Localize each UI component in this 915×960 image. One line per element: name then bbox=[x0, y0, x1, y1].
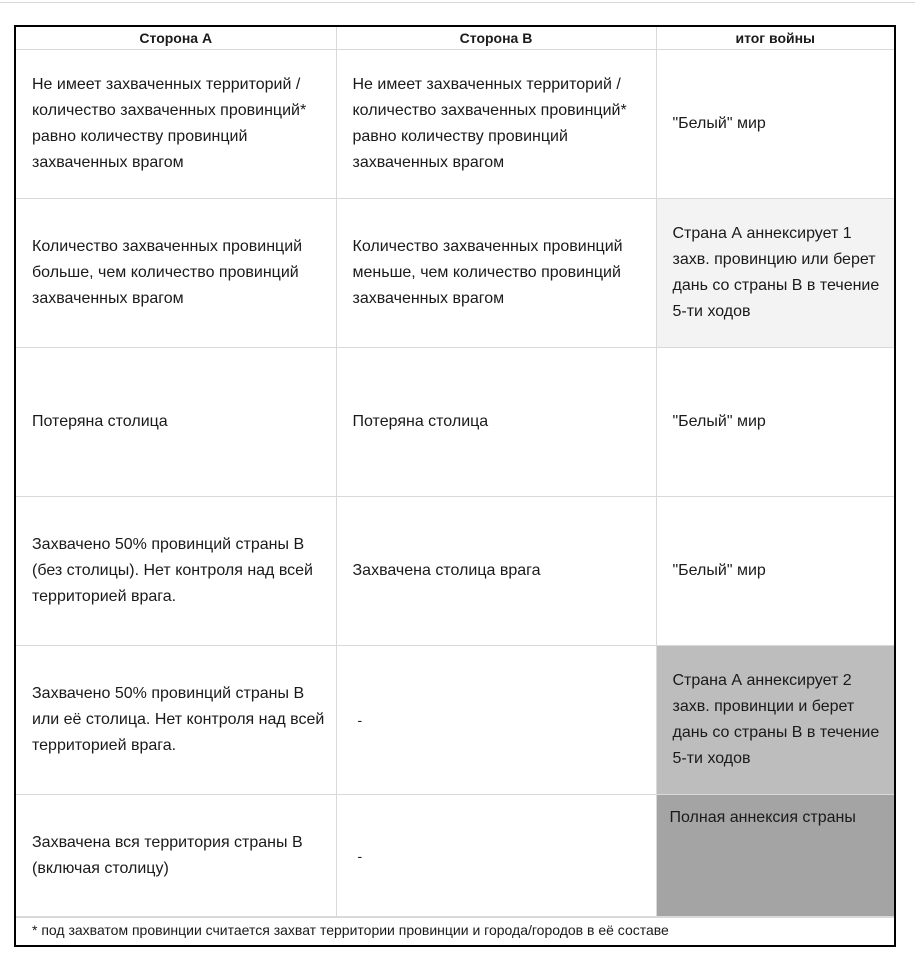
footnote: * под захватом провинции считается захват территории провинции и города/городов в её составе bbox=[16, 917, 894, 942]
cell-side-b: Не имеет захваченных территорий / количество захваченных провинций* равно количеству провинций захваченных врагом bbox=[336, 50, 656, 199]
cell-side-b: Количество захваченных провинций меньше, чем количество провинций захваченных врагом bbox=[336, 199, 656, 348]
top-divider bbox=[0, 2, 915, 3]
war-outcome-table-frame bbox=[14, 25, 896, 947]
header-side-a: Сторона А bbox=[16, 27, 336, 50]
cell-side-b: - bbox=[336, 646, 656, 795]
cell-side-a: Захвачено 50% провинций страны В (без столицы). Нет контроля над всей территорией врага. bbox=[16, 497, 336, 646]
cell-side-a: Потеряна столица bbox=[16, 348, 336, 497]
cell-outcome: "Белый" мир bbox=[656, 497, 894, 646]
table-row bbox=[16, 497, 894, 646]
cell-side-a: Количество захваченных провинций больше, чем количество провинций захваченных врагом bbox=[16, 199, 336, 348]
cell-side-a: Захвачено 50% провинций страны В или её столица. Нет контроля над всей территорией врага. bbox=[16, 646, 336, 795]
cell-outcome: "Белый" мир bbox=[656, 50, 894, 199]
cell-side-b: - bbox=[336, 795, 656, 917]
table-row bbox=[16, 795, 894, 917]
cell-outcome: Страна А аннексирует 2 захв. провинции и берет дань со страны В в течение 5-ти ходов bbox=[656, 646, 894, 795]
cell-side-a: Не имеет захваченных территорий / количество захваченных провинций* равно количеству провинций захваченных врагом bbox=[16, 50, 336, 199]
header-side-b: Сторона В bbox=[336, 27, 656, 50]
table-row bbox=[16, 199, 894, 348]
table-row bbox=[16, 50, 894, 199]
table-row bbox=[16, 348, 894, 497]
cell-outcome: Полная аннексия страны bbox=[656, 795, 894, 917]
cell-side-b: Захвачена столица врага bbox=[336, 497, 656, 646]
cell-outcome: "Белый" мир bbox=[656, 348, 894, 497]
header-row bbox=[16, 27, 894, 50]
war-outcome-table bbox=[16, 27, 894, 917]
table-row bbox=[16, 646, 894, 795]
cell-side-a: Захвачена вся территория страны В (включая столицу) bbox=[16, 795, 336, 917]
cell-outcome: Страна А аннексирует 1 захв. провинцию или берет дань со страны В в течение 5-ти ходов bbox=[656, 199, 894, 348]
cell-side-b: Потеряна столица bbox=[336, 348, 656, 497]
header-outcome: итог войны bbox=[656, 27, 894, 50]
